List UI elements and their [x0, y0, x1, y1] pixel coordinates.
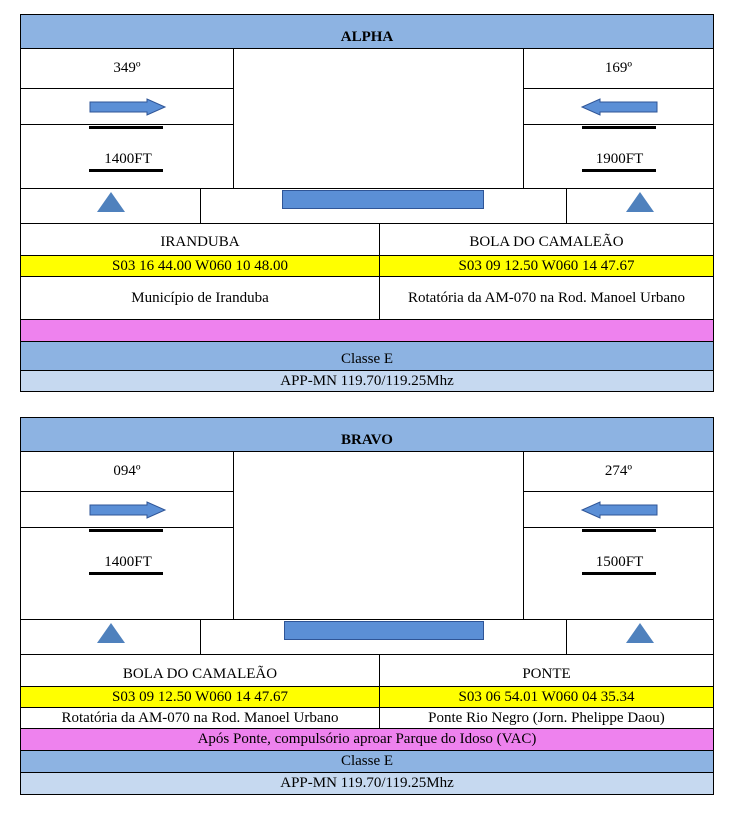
left-altitude-cell	[20, 527, 234, 620]
right-arrow-cell	[523, 491, 714, 528]
left-point-coords: S03 16 44.00 W060 10 48.00	[20, 255, 380, 277]
right-point-coords: S03 06 54.01 W060 04 35.34	[379, 686, 714, 708]
route-title: BRAVO	[20, 417, 714, 452]
altitude-underline	[89, 572, 163, 575]
left-arrow-cell	[20, 491, 234, 528]
right-arrow-cell	[523, 88, 714, 125]
runway-left-cell	[20, 619, 201, 655]
route-card-alpha	[20, 14, 714, 392]
runway-bar	[282, 190, 484, 209]
airspace-class: Classe E	[20, 341, 714, 371]
runway-left-cell	[20, 188, 201, 224]
center-box	[233, 48, 524, 189]
altitude-underline	[582, 169, 656, 172]
right-point-description: Ponte Rio Negro (Jorn. Phelippe Daou)	[379, 707, 714, 729]
triangle-up-icon	[626, 192, 654, 212]
right-heading: 274º	[523, 451, 714, 492]
right-heading: 169º	[523, 48, 714, 89]
right-altitude-cell	[523, 124, 714, 189]
right-point-coords: S03 09 12.50 W060 14 47.67	[379, 255, 714, 277]
left-heading: 094º	[20, 451, 234, 492]
runway-center-cell	[200, 188, 567, 224]
left-altitude: 1400FT	[104, 150, 152, 167]
triangle-up-icon	[97, 623, 125, 643]
runway-bar	[284, 621, 484, 640]
triangle-up-icon	[626, 623, 654, 643]
arrow-left-icon	[580, 501, 658, 519]
left-point-name: BOLA DO CAMALEÃO	[20, 654, 380, 687]
heading-underline	[582, 529, 656, 532]
right-point-name: PONTE	[379, 654, 714, 687]
left-heading: 349º	[20, 48, 234, 89]
left-arrow-cell	[20, 88, 234, 125]
heading-underline	[89, 529, 163, 532]
heading-underline	[582, 126, 656, 129]
route-note	[20, 319, 714, 342]
altitude-underline	[582, 572, 656, 575]
left-point-description: Rotatória da AM-070 na Rod. Manoel Urbano	[20, 707, 380, 729]
right-altitude: 1900FT	[595, 150, 644, 167]
left-altitude-cell	[20, 124, 234, 189]
route-note: Após Ponte, compulsório aproar Parque do Idoso (VAC)	[20, 728, 714, 751]
right-point-description: Rotatória da AM-070 na Rod. Manoel Urbano	[379, 276, 714, 320]
route-card-bravo	[20, 417, 714, 795]
right-point-name: BOLA DO CAMALEÃO	[379, 223, 714, 256]
runway-center-cell	[200, 619, 567, 655]
frequency: APP-MN 119.70/119.25Mhz	[20, 772, 714, 795]
runway-right-cell	[566, 188, 714, 224]
route-title: ALPHA	[20, 14, 714, 49]
heading-underline	[89, 126, 163, 129]
runway-right-cell	[566, 619, 714, 655]
arrow-left-icon	[580, 98, 658, 116]
triangle-up-icon	[97, 192, 125, 212]
left-point-name: IRANDUBA	[20, 223, 380, 256]
right-altitude-cell	[523, 527, 714, 620]
frequency: APP-MN 119.70/119.25Mhz	[20, 370, 714, 392]
arrow-right-icon	[89, 501, 167, 519]
altitude-underline	[89, 169, 163, 172]
center-box	[233, 451, 524, 620]
left-point-coords: S03 09 12.50 W060 14 47.67	[20, 686, 380, 708]
arrow-right-icon	[89, 98, 167, 116]
right-altitude: 1500FT	[595, 553, 644, 570]
left-point-description: Município de Iranduba	[20, 276, 380, 320]
left-altitude: 1400FT	[104, 553, 152, 570]
airspace-class: Classe E	[20, 750, 714, 773]
